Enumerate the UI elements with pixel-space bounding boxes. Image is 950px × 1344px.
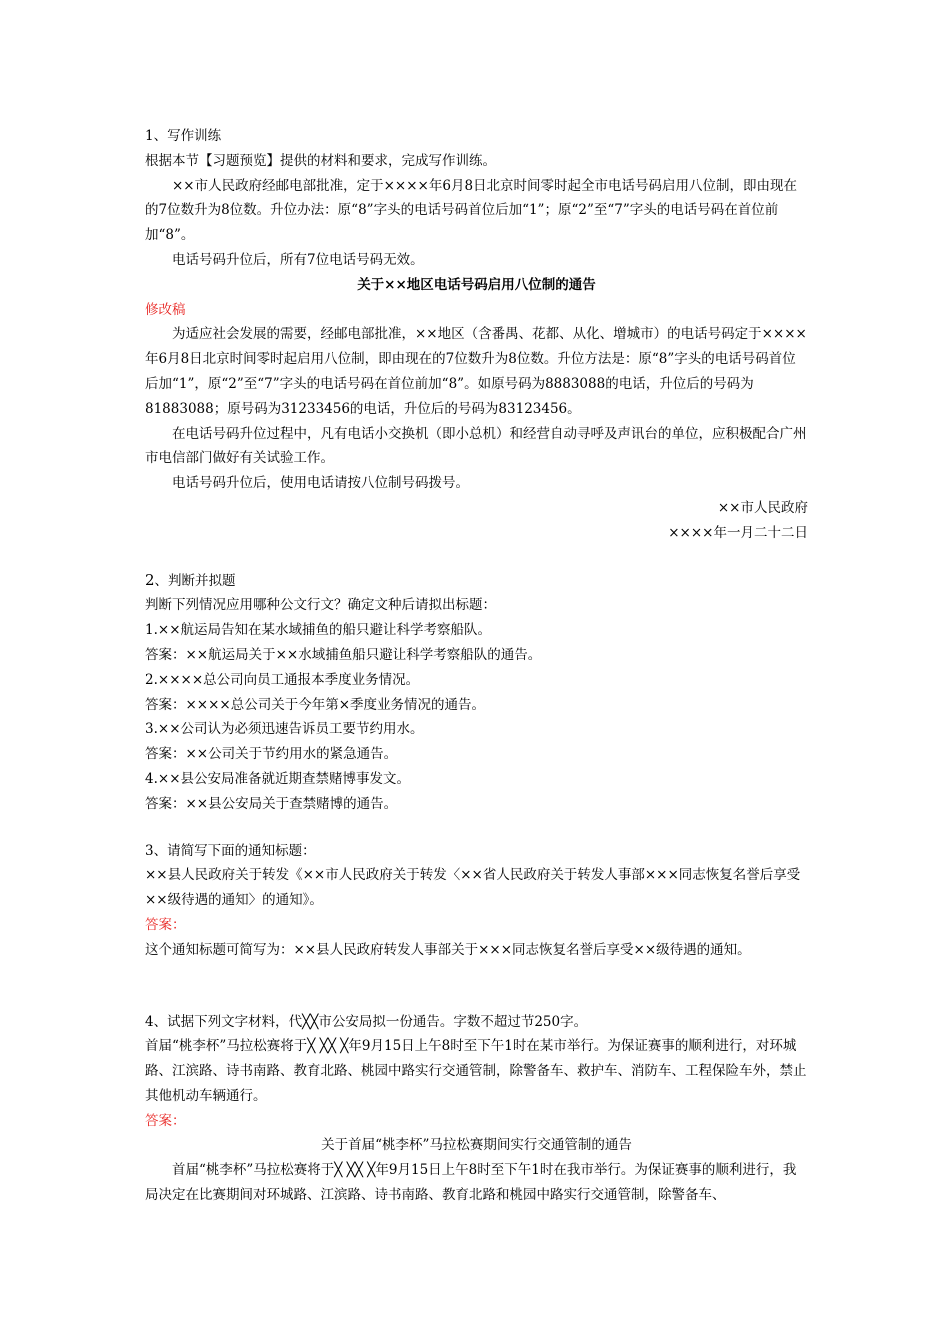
q4-heading: 4、试据下列文字材料，代╳╳市公安局拟一份通告。字数不超过节250字。	[145, 1013, 588, 1030]
q3-material: ××县人民政府关于转发《××市人民政府关于转发〈××省人民政府关于转发人事部×××同志恢复名誉后享受××级待遇的通知〉的通知》。	[145, 867, 801, 909]
q1-heading: 1、写作训练	[145, 128, 222, 144]
q1-material-paragraph: ××市人民政府经邮电部批准，定于××××年6月8日北京时间零时起全市电话号码启用八位制，即由现在的7位数升为8位数。升位办法：原“8”字头的电话号码首位后加“1”；原“2”至“7”字头的电话号码在首位前加“8”。	[145, 177, 798, 244]
q2-question: 1.××航运局告知在某水域捕鱼的船只避让科学考察船队。	[145, 622, 492, 639]
q2-heading-text: 、判断并拟题	[154, 572, 236, 589]
q2-instruction: 判断下列情况应用哪种公文行文？确定文种后请拟出标题：	[145, 597, 496, 614]
document-page	[145, 124, 808, 1208]
q3-answer: 这个通知标题可简写为：××县人民政府转发人事部关于×××同志恢复名誉后享受××级待遇的通知。	[145, 941, 751, 958]
q1-revised-paragraph: 电话号码升位后，使用电话请按八位制号码拨号。	[172, 475, 469, 492]
q4-answer-title: 关于首届“桃李杯”马拉松赛期间实行交通管制的通告	[321, 1137, 632, 1154]
q2-heading	[145, 568, 808, 594]
q1-material-paragraph: 电话号码升位后，所有7位电话号码无效。	[172, 251, 424, 268]
q3-heading: 3、请简写下面的通知标题：	[145, 842, 316, 859]
q2-question: 2.××××总公司向员工通报本季度业务情况。	[145, 671, 420, 688]
q2-heading-number: 2	[145, 570, 155, 589]
revision-label: 修改稿	[145, 301, 186, 318]
q1-revised-paragraph: 为适应社会发展的需要，经邮电部批准，××地区（含番禺、花都、从化、增城市）的电话号码定于××××年6月8日北京时间零时起启用八位制，即由现在的7位数升为8位数。升位方法是：原“8”字头的电话号码首位后加“1”，原“2”至“7”字头的电话号码在首位前加“8”。如原号码为8883088的电话，升位后的号码为81883088；原号码为31233456的电话，升位后的号码为83123456。	[145, 326, 807, 417]
q1-date: ××××年一月二十二日	[668, 524, 808, 541]
q3-answer-label: 答案：	[145, 916, 186, 933]
q4-answer-paragraph: 首届“桃李杯”马拉松赛将于╳ ╳╳ ╳年9月15日上午8时至下午1时在我市举行。为保证赛事的顺利进行，我局决定在比赛期间对环城路、江滨路、诗书南路、教育北路和桃园中路实行交通管制，除警备车、	[145, 1162, 797, 1204]
q2-question: 3.××公司认为必须迅速告诉员工要节约用水。	[145, 721, 424, 738]
q1-revised-paragraph: 在电话号码升位过程中，凡有电话小交换机（即小总机）和经营自动寻呼及声讯台的单位，应积极配合广州市电信部门做好有关试验工作。	[145, 425, 807, 467]
q2-answer: 答案：××××总公司关于今年第×季度业务情况的通告。	[145, 696, 486, 713]
q1-notice-title: 关于××地区电话号码启用八位制的通告	[357, 276, 596, 293]
q4-material: 首届“桃李杯”马拉松赛将于╳ ╳╳ ╳年9月15日上午8时至下午1时在某市举行。为保证赛事的顺利进行，对环城路、江滨路、诗书南路、教育北路、桃园中路实行交通管制，除警备车、救护车、消防车、工程保险车外，禁止其他机动车辆通行。	[145, 1038, 807, 1104]
q1-signature: ××市人民政府	[717, 499, 808, 516]
q2-answer: 答案：××县公安局关于查禁赌博的通告。	[145, 795, 398, 812]
q4-answer-label: 答案：	[145, 1112, 186, 1129]
q2-answer: 答案：××公司关于节约用水的紧急通告。	[145, 746, 398, 763]
q1-instruction: 根据本节【习题预览】提供的材料和要求，完成写作训练。	[145, 152, 496, 169]
q2-answer: 答案：××航运局关于××水域捕鱼船只避让科学考察船队的通告。	[145, 646, 542, 663]
q2-question: 4.××县公安局准备就近期查禁赌博事发文。	[145, 770, 411, 787]
